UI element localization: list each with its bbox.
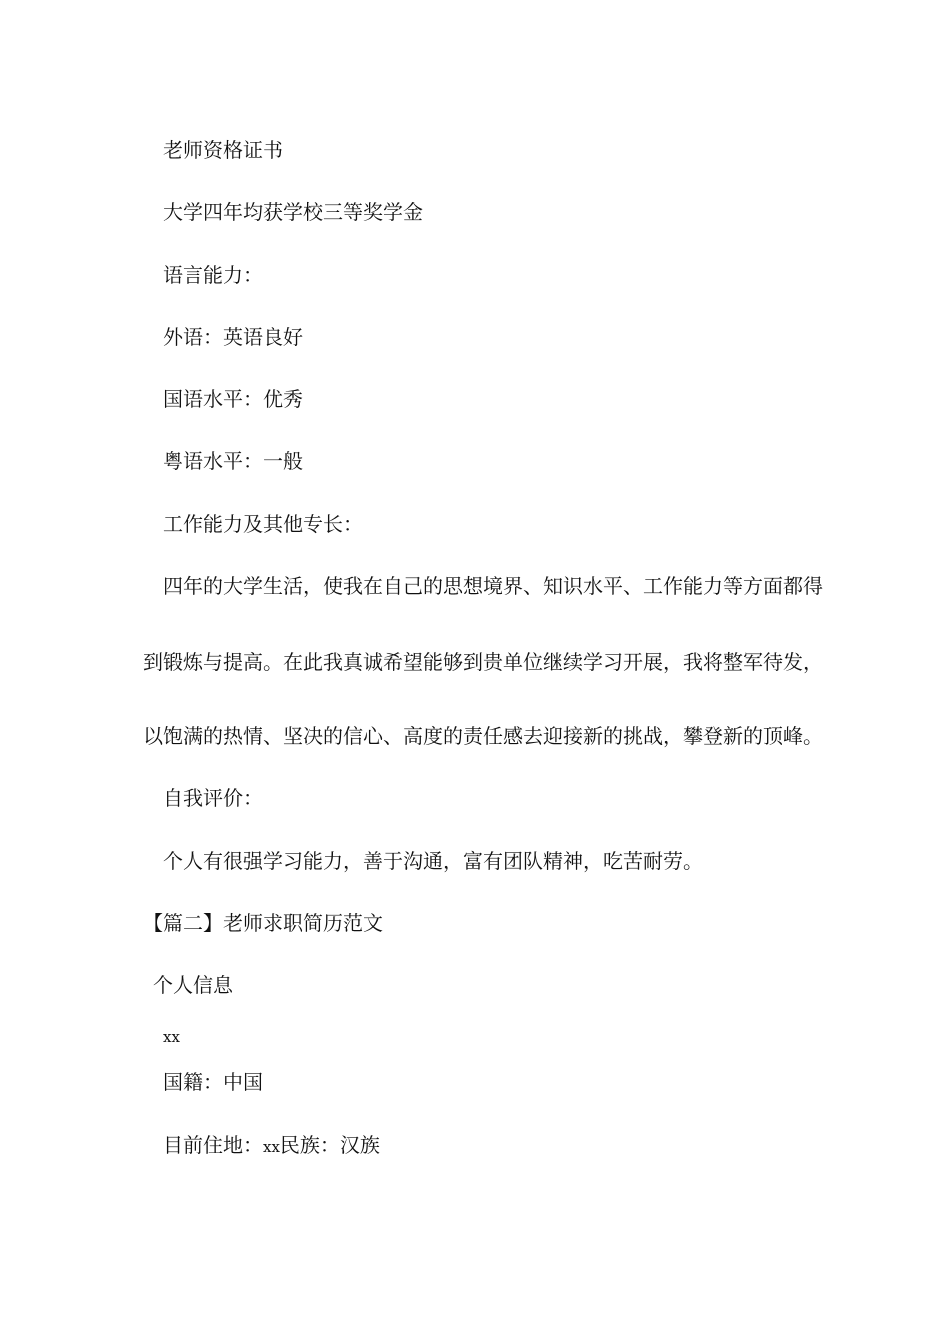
self-evaluation-label: 自我评价： bbox=[163, 786, 263, 810]
paragraph-line-2: 到锻炼与提高。在此我真诚希望能够到贵单位继续学习开展，我将整军待发， bbox=[143, 650, 823, 674]
self-evaluation-text: 个人有很强学习能力，善于沟通，富有团队精神，吃苦耐劳。 bbox=[163, 849, 703, 873]
ethnicity-text: 民族：汉族 bbox=[279, 1133, 380, 1157]
name-value: xx bbox=[163, 1028, 180, 1046]
language-ability-label: 语言能力： bbox=[163, 263, 263, 287]
paragraph-line-3: 以饱满的热情、坚决的信心、高度的责任感去迎接新的挑战，攀登新的顶峰。 bbox=[143, 724, 823, 748]
mandarin-level-line: 国语水平：优秀 bbox=[163, 387, 303, 411]
work-ability-label: 工作能力及其他专长： bbox=[163, 512, 363, 536]
cantonese-level-line: 粤语水平：一般 bbox=[163, 449, 303, 473]
residence-ethnicity-line bbox=[163, 1132, 380, 1160]
personal-info-heading: 个人信息 bbox=[153, 973, 233, 997]
residence-value: xx bbox=[263, 1138, 280, 1156]
scholarship-line: 大学四年均获学校三等奖学金 bbox=[163, 200, 423, 224]
teacher-certificate-line: 老师资格证书 bbox=[163, 138, 283, 162]
paragraph-line-1: 四年的大学生活，使我在自己的思想境界、知识水平、工作能力等方面都得 bbox=[163, 574, 823, 598]
foreign-language-line: 外语：英语良好 bbox=[163, 325, 303, 349]
section-title: 【篇二】老师求职简历范文 bbox=[143, 911, 383, 935]
nationality-line: 国籍：中国 bbox=[163, 1070, 263, 1094]
residence-label: 目前住地： bbox=[163, 1133, 263, 1157]
